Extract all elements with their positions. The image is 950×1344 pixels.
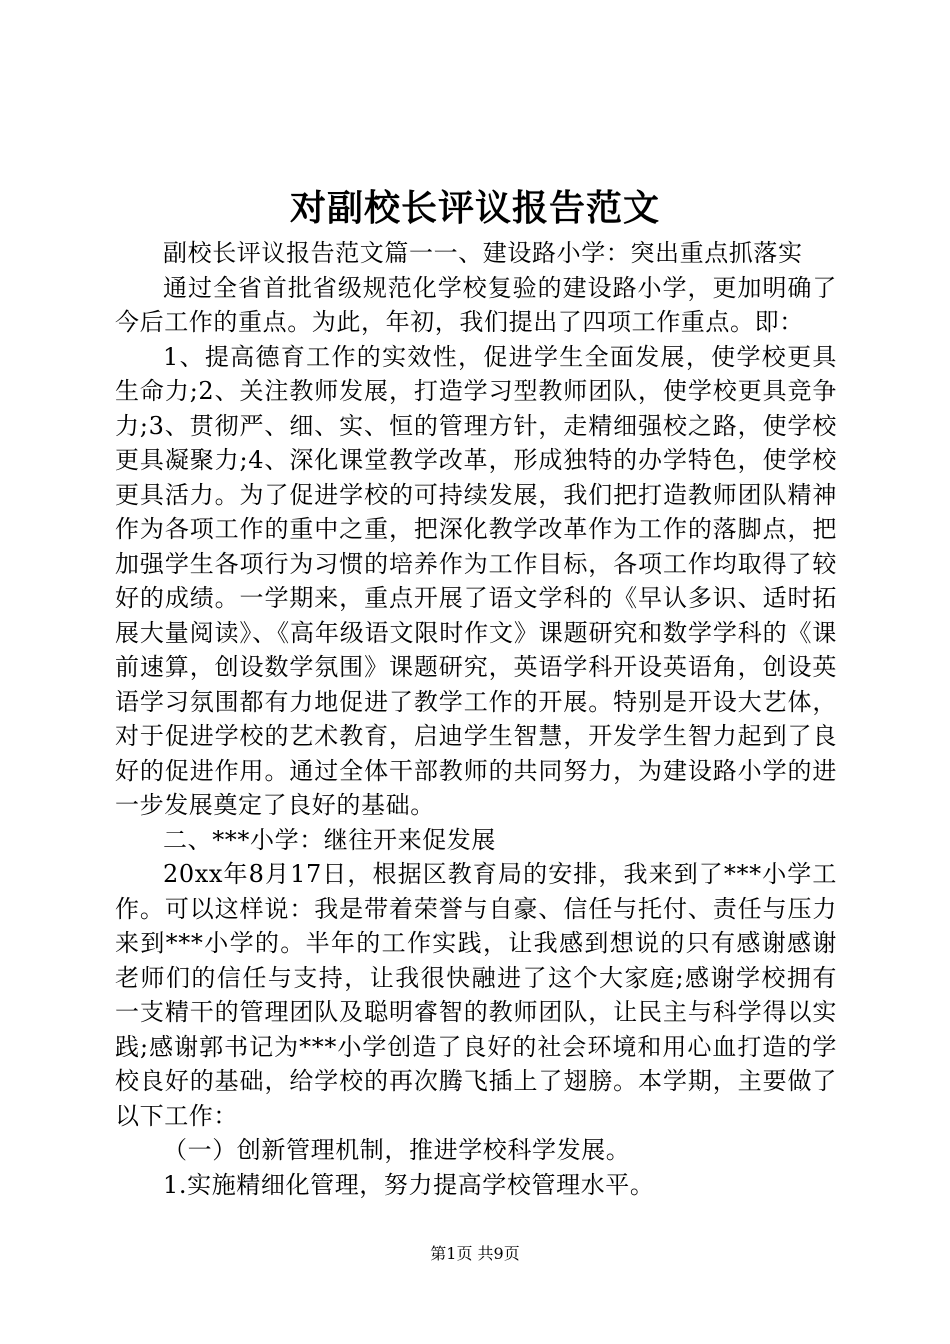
paragraph-intro: 副校长评议报告范文篇一一、建设路小学：突出重点抓落实 [163,239,803,267]
paragraph-work-points: 1、提高德育工作的实效性，促进学生全面发展，使学校更具生命力;2、关注教师发展，打造学习型教师团队，使学校更具竞争力;3、贯彻严、细、实、恒的管理方针，走精细强校之路，使学校更具凝聚力;4、深化课堂教学改革，形成独特的办学特色，使学校更具活力。为了促进学校的可持续发展，我们把打造教师团队精神作为各项工作的重中之重，把深化教学改革作为工作的落脚点，把加强学生各项行为习惯的培养作为工作目标，各项工作均取得了较好的成绩。一学期来，重点开展了语文学科的《早认多识、适时拓展大量阅读》、《高年级语文限时作文》课题研究和数学学科的《课前速算，创设数学氛围》课题研究，英语学科开设英语角，创设英语学习氛围都有力地促进了教学工作的开展。特别是开设大艺体，对于促进学校的艺术教育，启迪学生智慧，开发学生智力起到了良好的促进作用。通过全体干部教师的共同努力，为建设路小学的进一步发展奠定了良好的基础。 [115,342,837,819]
list-item-one: 1.实施精细化管理，努力提高学校管理水平。 [163,1170,655,1199]
paragraph-focus: 通过全省首批省级规范化学校复验的建设路小学，更加明确了今后工作的重点。为此，年初，我们提出了四项工作重点。即： [115,273,837,336]
subsection-heading-one: （一）创新管理机制，推进学校科学发展。 [163,1136,631,1164]
paragraph-new-school: 20xx年8月17日，根据区教育局的安排，我来到了***小学工作。可以这样说：我是带着荣誉与自豪、信任与托付、责任与压力来到***小学的。半年的工作实践，让我感到想说的只有感谢感谢老师们的信任与支持，让我很快融进了这个大家庭;感谢学校拥有一支精干的管理团队及聪明睿智的教师团队，让民主与科学得以实践;感谢郭书记为***小学创造了良好的社会环境和用心血打造的学校良好的基础，给学校的再次腾飞插上了翅膀。本学期，主要做了以下工作： [115,860,837,1130]
document-title: 对副校长评议报告范文 [289,187,660,229]
section-heading-two: 二、***小学：继往开来促发展 [163,825,496,854]
document-body [115,236,837,1202]
page-number-footer: 第1页 共9页 [430,1244,520,1263]
